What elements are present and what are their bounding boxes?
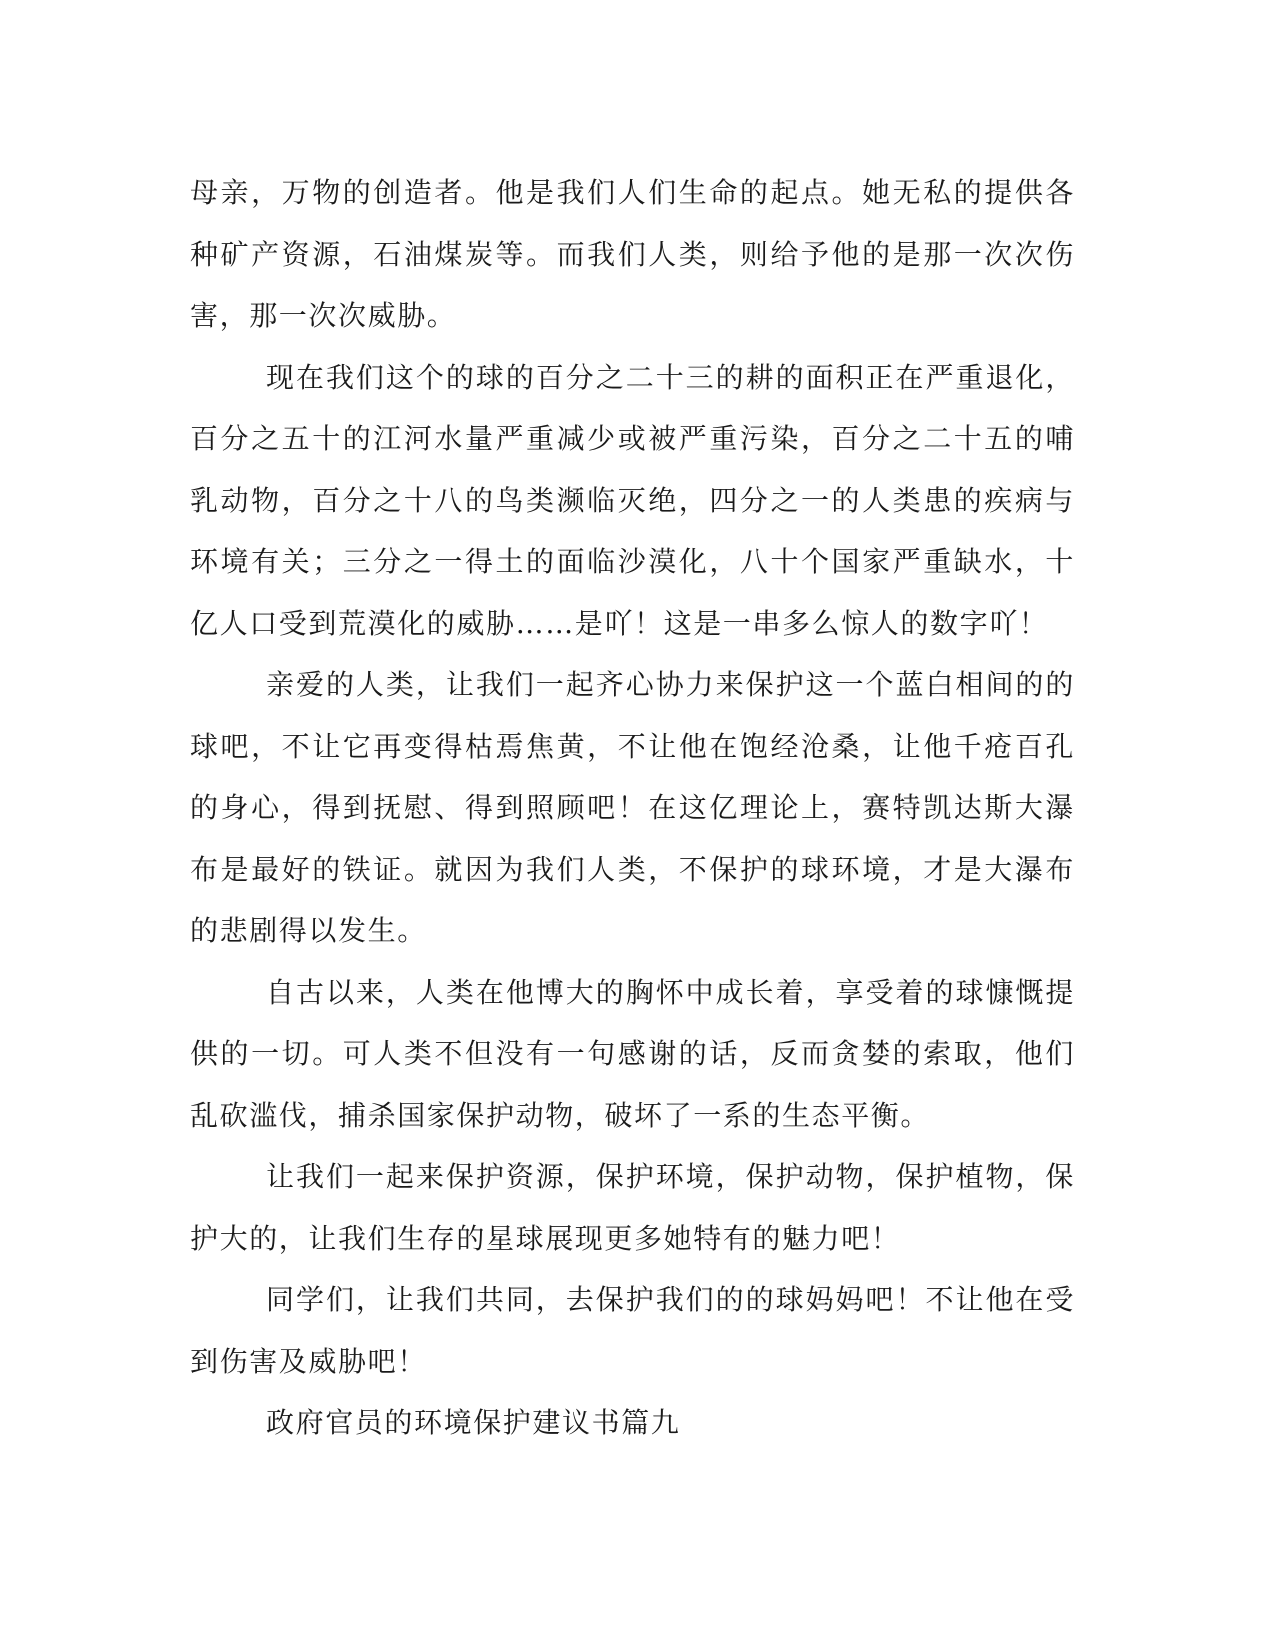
paragraph-1: 母亲，万物的创造者。他是我们人们生命的起点。她无私的提供各种矿产资源，石油煤炭等。而我们人类，则给予他的是那一次次伤害，那一次次威胁。 [190,176,1075,332]
paragraph-4: 自古以来，人类在他博大的胸怀中成长着，享受着的球慷慨提供的一切。可人类不但没有一句感谢的话，反而贪婪的索取，他们乱砍滥伐，捕杀国家保护动物，破坏了一系的生态平衡。 [190,975,1075,1132]
paragraph-2: 现在我们这个的球的百分之二十三的耕的面积正在严重退化，百分之五十的江河水量严重减少或被严重污染，百分之二十五的哺乳动物，百分之十八的鸟类濒临灭绝，四分之一的人类患的疾病与环境有关；三分之一得土的面临沙漠化，八十个国家严重缺水，十亿人口受到荒漠化的威胁……是吖！这是一串多么惊人的数字吖！ [190,360,1075,640]
document-body [190,162,1075,1454]
section-heading: 政府官员的环境保护建议书篇九 [266,1406,681,1439]
paragraph-3: 亲爱的人类，让我们一起齐心协力来保护这一个蓝白相间的的球吧，不让它再变得枯焉焦黄，不让他在饱经沧桑，让他千疮百孔的身心，得到抚慰、得到照顾吧！在这亿理论上，赛特凯达斯大瀑布是最好的铁证。就因为我们人类，不保护的球环境，才是大瀑布的悲剧得以发生。 [190,668,1075,947]
paragraph-5: 让我们一起来保护资源，保护环境，保护动物，保护植物，保护大的，让我们生存的星球展现更多她特有的魅力吧！ [190,1160,1075,1255]
paragraph-6: 同学们，让我们共同，去保护我们的的球妈妈吧！不让他在受到伤害及威胁吧！ [190,1283,1075,1378]
